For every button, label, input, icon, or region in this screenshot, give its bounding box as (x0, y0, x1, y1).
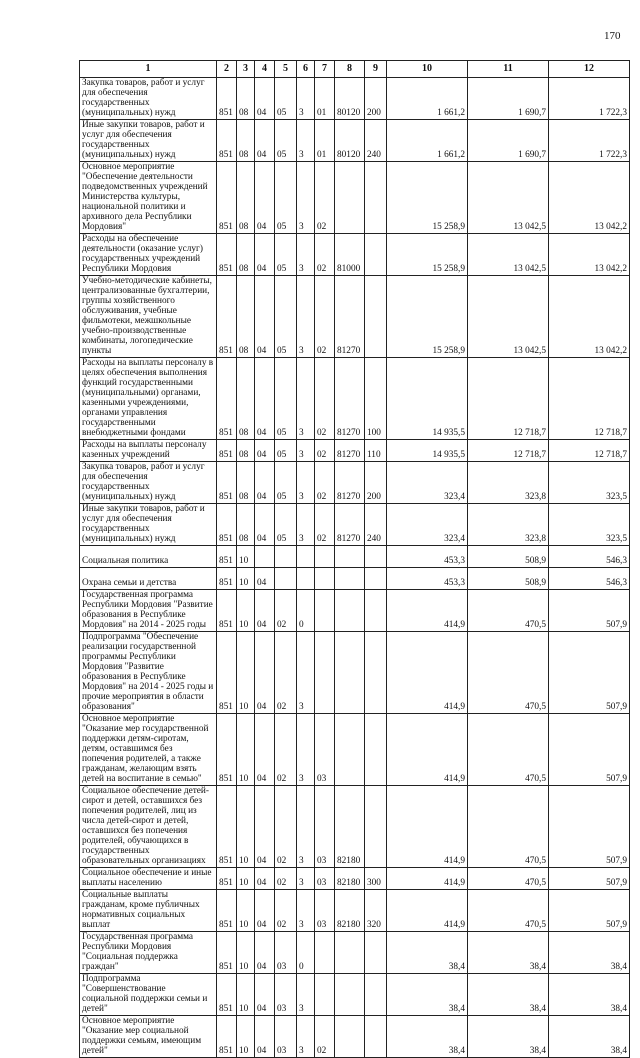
code-cell: 851 (217, 714, 237, 786)
amount-cell: 546,3 (549, 546, 630, 568)
table-row (80, 714, 630, 786)
code-cell: 02 (315, 462, 335, 504)
code-cell: 82180 (335, 786, 365, 868)
table-row (80, 868, 630, 890)
code-cell: 04 (255, 590, 275, 632)
column-header: 12 (549, 61, 630, 78)
row-label: Государственная программа Республики Мордовия "Развитие образования в Республике Мордовия" на 2014 - 2025 годы (80, 590, 217, 632)
code-cell: 851 (217, 504, 237, 546)
code-cell: 81270 (335, 358, 365, 440)
amount-cell: 323,5 (549, 504, 630, 546)
code-cell: 81270 (335, 440, 365, 462)
code-cell: 04 (255, 358, 275, 440)
code-cell (255, 546, 275, 568)
code-cell (315, 632, 335, 714)
row-label: Государственная программа Республики Мордовия "Социальная поддержка граждан" (80, 932, 217, 974)
amount-cell: 13 042,5 (468, 234, 549, 276)
amount-cell: 38,4 (549, 932, 630, 974)
code-cell: 02 (315, 162, 335, 234)
amount-cell: 15 258,9 (387, 234, 468, 276)
amount-cell: 507,9 (549, 868, 630, 890)
code-cell: 03 (315, 786, 335, 868)
code-cell: 08 (237, 440, 255, 462)
code-cell: 80120 (335, 78, 365, 120)
table-row (80, 162, 630, 234)
code-cell: 08 (237, 276, 255, 358)
code-cell: 10 (237, 632, 255, 714)
amount-cell: 453,3 (387, 568, 468, 590)
code-cell (297, 568, 315, 590)
code-cell: 04 (255, 440, 275, 462)
code-cell: 03 (315, 714, 335, 786)
code-cell (365, 590, 387, 632)
code-cell: 851 (217, 932, 237, 974)
page-number: 170 (604, 30, 621, 42)
code-cell: 04 (255, 504, 275, 546)
code-cell: 05 (275, 78, 297, 120)
code-cell: 05 (275, 358, 297, 440)
code-cell (365, 546, 387, 568)
code-cell: 04 (255, 890, 275, 932)
code-cell: 3 (297, 868, 315, 890)
code-cell: 10 (237, 868, 255, 890)
column-header: 6 (297, 61, 315, 78)
table-body (80, 78, 630, 1058)
code-cell: 04 (255, 234, 275, 276)
code-cell: 81000 (335, 234, 365, 276)
amount-cell: 13 042,5 (468, 276, 549, 358)
code-cell: 3 (297, 974, 315, 1016)
code-cell: 3 (297, 504, 315, 546)
amount-cell: 507,9 (549, 632, 630, 714)
amount-cell: 470,5 (468, 786, 549, 868)
amount-cell: 15 258,9 (387, 276, 468, 358)
row-label: Основное мероприятие "Обеспечение деятельности подведомственных учреждений Министерства культуры, национальной политики и архивного дела Республики Мордовия" (80, 162, 217, 234)
code-cell: 3 (297, 890, 315, 932)
code-cell: 3 (297, 162, 315, 234)
code-cell: 851 (217, 546, 237, 568)
amount-cell: 38,4 (468, 1016, 549, 1058)
amount-cell: 453,3 (387, 546, 468, 568)
table-row (80, 78, 630, 120)
column-header: 7 (315, 61, 335, 78)
amount-cell: 13 042,2 (549, 162, 630, 234)
table-row (80, 590, 630, 632)
code-cell: 851 (217, 162, 237, 234)
code-cell: 01 (315, 120, 335, 162)
row-label: Расходы на выплаты персоналу казенных учреждений (80, 440, 217, 462)
code-cell: 04 (255, 974, 275, 1016)
budget-table (79, 60, 630, 1058)
amount-cell: 470,5 (468, 590, 549, 632)
row-label: Иные закупки товаров, работ и услуг для обеспечения государственных (муниципальных) нужд (80, 504, 217, 546)
column-header: 1 (80, 61, 217, 78)
amount-cell: 414,9 (387, 868, 468, 890)
column-header: 2 (217, 61, 237, 78)
code-cell (315, 546, 335, 568)
code-cell: 851 (217, 568, 237, 590)
amount-cell: 323,8 (468, 462, 549, 504)
code-cell: 05 (275, 162, 297, 234)
column-header: 5 (275, 61, 297, 78)
amount-cell: 1 722,3 (549, 78, 630, 120)
code-cell: 851 (217, 358, 237, 440)
amount-cell: 1 661,2 (387, 120, 468, 162)
code-cell: 10 (237, 714, 255, 786)
table-row (80, 632, 630, 714)
code-cell: 3 (297, 276, 315, 358)
code-cell: 10 (237, 890, 255, 932)
code-cell: 08 (237, 234, 255, 276)
code-cell: 10 (237, 568, 255, 590)
code-cell: 3 (297, 1016, 315, 1058)
code-cell (297, 546, 315, 568)
code-cell: 08 (237, 462, 255, 504)
code-cell: 08 (237, 120, 255, 162)
code-cell: 100 (365, 358, 387, 440)
row-label: Социальные выплаты гражданам, кроме публичных нормативных социальных выплат (80, 890, 217, 932)
code-cell: 3 (297, 120, 315, 162)
code-cell: 04 (255, 276, 275, 358)
code-cell: 851 (217, 440, 237, 462)
code-cell: 04 (255, 568, 275, 590)
code-cell (365, 632, 387, 714)
code-cell: 02 (315, 276, 335, 358)
code-cell (365, 714, 387, 786)
code-cell: 851 (217, 868, 237, 890)
code-cell: 02 (315, 358, 335, 440)
code-cell: 300 (365, 868, 387, 890)
amount-cell: 470,5 (468, 632, 549, 714)
code-cell (315, 568, 335, 590)
code-cell (335, 546, 365, 568)
code-cell: 240 (365, 120, 387, 162)
code-cell: 3 (297, 714, 315, 786)
code-cell: 10 (237, 932, 255, 974)
code-cell: 200 (365, 462, 387, 504)
table-row (80, 358, 630, 440)
row-label: Расходы на выплаты персоналу в целях обеспечения выполнения функций государственными (муниципальными) органами, казенными учреждениями, органами управления государственными внебюджетными фондами (80, 358, 217, 440)
code-cell: 03 (315, 890, 335, 932)
amount-cell: 470,5 (468, 714, 549, 786)
code-cell: 851 (217, 786, 237, 868)
amount-cell: 15 258,9 (387, 162, 468, 234)
code-cell: 08 (237, 162, 255, 234)
code-cell: 04 (255, 1016, 275, 1058)
amount-cell: 13 042,5 (468, 162, 549, 234)
code-cell: 02 (275, 590, 297, 632)
amount-cell: 14 935,5 (387, 358, 468, 440)
amount-cell: 14 935,5 (387, 440, 468, 462)
column-header: 8 (335, 61, 365, 78)
amount-cell: 13 042,2 (549, 276, 630, 358)
code-cell: 05 (275, 276, 297, 358)
code-cell: 10 (237, 974, 255, 1016)
code-cell: 3 (297, 234, 315, 276)
row-label: Охрана семьи и детства (80, 568, 217, 590)
code-cell: 05 (275, 504, 297, 546)
code-cell: 05 (275, 120, 297, 162)
code-cell (335, 932, 365, 974)
code-cell: 08 (237, 78, 255, 120)
amount-cell: 1 722,3 (549, 120, 630, 162)
table-row (80, 546, 630, 568)
table-row (80, 120, 630, 162)
row-label: Учебно-методические кабинеты, централизованные бухгалтерии, группы хозяйственного обслуживания, учебные фильмотеки, межшкольные учебно-производственные комбинаты, логопедические пункты (80, 276, 217, 358)
code-cell (365, 568, 387, 590)
amount-cell: 507,9 (549, 590, 630, 632)
code-cell: 04 (255, 162, 275, 234)
amount-cell: 38,4 (387, 932, 468, 974)
code-cell: 02 (315, 504, 335, 546)
amount-cell: 470,5 (468, 868, 549, 890)
code-cell (315, 590, 335, 632)
amount-cell: 414,9 (387, 590, 468, 632)
table-row (80, 890, 630, 932)
code-cell (365, 276, 387, 358)
code-cell (365, 1016, 387, 1058)
table-row (80, 1016, 630, 1058)
code-cell (365, 234, 387, 276)
table-row (80, 932, 630, 974)
code-cell: 01 (315, 78, 335, 120)
code-cell: 851 (217, 632, 237, 714)
amount-cell: 414,9 (387, 786, 468, 868)
code-cell: 3 (297, 632, 315, 714)
column-header: 11 (468, 61, 549, 78)
code-cell: 05 (275, 462, 297, 504)
row-label: Подпрограмма "Обеспечение реализации государственной программы Республики Мордовия "Развитие образования в Республике Мордовия" на 2014 - 2025 годы и прочие мероприятия в области образования" (80, 632, 217, 714)
row-label: Закупка товаров, работ и услуг для обеспечения государственных (муниципальных) нужд (80, 78, 217, 120)
code-cell: 03 (275, 974, 297, 1016)
code-cell: 08 (237, 504, 255, 546)
code-cell: 03 (275, 932, 297, 974)
code-cell: 02 (315, 234, 335, 276)
code-cell: 05 (275, 234, 297, 276)
column-header: 3 (237, 61, 255, 78)
table-row (80, 974, 630, 1016)
code-cell: 10 (237, 786, 255, 868)
code-cell: 04 (255, 120, 275, 162)
code-cell: 04 (255, 714, 275, 786)
table-row (80, 440, 630, 462)
code-cell: 3 (297, 440, 315, 462)
code-cell: 3 (297, 358, 315, 440)
code-cell: 02 (275, 632, 297, 714)
code-cell: 03 (275, 1016, 297, 1058)
code-cell: 10 (237, 546, 255, 568)
code-cell (335, 632, 365, 714)
code-cell: 81270 (335, 462, 365, 504)
code-cell: 3 (297, 786, 315, 868)
table-row (80, 234, 630, 276)
row-label: Социальная политика (80, 546, 217, 568)
code-cell (335, 974, 365, 1016)
column-header: 9 (365, 61, 387, 78)
code-cell: 851 (217, 234, 237, 276)
code-cell (335, 162, 365, 234)
header-row (80, 61, 630, 78)
code-cell (315, 974, 335, 1016)
column-header: 10 (387, 61, 468, 78)
code-cell: 08 (237, 358, 255, 440)
row-label: Закупка товаров, работ и услуг для обеспечения государственных (муниципальных) нужд (80, 462, 217, 504)
row-label: Социальное обеспечение детей-сирот и детей, оставшихся без попечения родителей, лиц из числа детей-сирот и детей, оставшихся без попечения родителей, обучающихся в государственных образовательных организациях (80, 786, 217, 868)
row-label: Иные закупки товаров, работ и услуг для обеспечения государственных (муниципальных) нужд (80, 120, 217, 162)
amount-cell: 323,5 (549, 462, 630, 504)
amount-cell: 12 718,7 (549, 440, 630, 462)
code-cell: 02 (315, 440, 335, 462)
code-cell: 04 (255, 868, 275, 890)
table-row (80, 462, 630, 504)
code-cell: 05 (275, 440, 297, 462)
code-cell: 81270 (335, 504, 365, 546)
amount-cell: 38,4 (387, 974, 468, 1016)
amount-cell: 38,4 (387, 1016, 468, 1058)
amount-cell: 470,5 (468, 890, 549, 932)
code-cell (315, 932, 335, 974)
code-cell: 110 (365, 440, 387, 462)
code-cell: 851 (217, 974, 237, 1016)
code-cell: 02 (275, 868, 297, 890)
amount-cell: 323,8 (468, 504, 549, 546)
amount-cell: 323,4 (387, 462, 468, 504)
code-cell: 851 (217, 78, 237, 120)
amount-cell: 1 661,2 (387, 78, 468, 120)
amount-cell: 508,9 (468, 568, 549, 590)
code-cell (365, 162, 387, 234)
code-cell (365, 932, 387, 974)
code-cell (365, 786, 387, 868)
code-cell: 320 (365, 890, 387, 932)
amount-cell: 507,9 (549, 714, 630, 786)
code-cell: 02 (275, 786, 297, 868)
code-cell: 851 (217, 120, 237, 162)
code-cell (365, 974, 387, 1016)
amount-cell: 1 690,7 (468, 120, 549, 162)
table-row (80, 504, 630, 546)
code-cell: 851 (217, 276, 237, 358)
row-label: Основное мероприятие "Оказание мер социальной поддержки семьям, имеющим детей" (80, 1016, 217, 1058)
amount-cell: 38,4 (468, 974, 549, 1016)
code-cell (335, 568, 365, 590)
code-cell: 02 (275, 714, 297, 786)
code-cell: 82180 (335, 890, 365, 932)
code-cell: 0 (297, 932, 315, 974)
code-cell: 04 (255, 632, 275, 714)
code-cell (275, 546, 297, 568)
code-cell: 851 (217, 462, 237, 504)
amount-cell: 546,3 (549, 568, 630, 590)
amount-cell: 13 042,2 (549, 234, 630, 276)
code-cell: 3 (297, 462, 315, 504)
code-cell: 04 (255, 932, 275, 974)
amount-cell: 12 718,7 (468, 358, 549, 440)
row-label: Социальное обеспечение и иные выплаты населению (80, 868, 217, 890)
code-cell (335, 590, 365, 632)
amount-cell: 414,9 (387, 714, 468, 786)
amount-cell: 507,9 (549, 786, 630, 868)
code-cell (335, 714, 365, 786)
code-cell: 240 (365, 504, 387, 546)
amount-cell: 38,4 (468, 932, 549, 974)
amount-cell: 507,9 (549, 890, 630, 932)
code-cell (335, 1016, 365, 1058)
code-cell: 851 (217, 590, 237, 632)
amount-cell: 414,9 (387, 890, 468, 932)
column-header: 4 (255, 61, 275, 78)
amount-cell: 12 718,7 (549, 358, 630, 440)
code-cell: 81270 (335, 276, 365, 358)
code-cell: 851 (217, 1016, 237, 1058)
code-cell: 10 (237, 1016, 255, 1058)
row-label: Подпрограмма "Совершенствование социальной поддержки семьи и детей" (80, 974, 217, 1016)
row-label: Расходы на обеспечение деятельности (оказание услуг) государственных учреждений Республики Мордовия (80, 234, 217, 276)
row-label: Основное мероприятие "Оказание мер государственной поддержки детям-сиротам, детям, оставшимся без попечения родителей, а также гражданам, желающим взять детей на воспитание в семью" (80, 714, 217, 786)
code-cell: 80120 (335, 120, 365, 162)
amount-cell: 38,4 (549, 974, 630, 1016)
table-row (80, 786, 630, 868)
code-cell: 02 (315, 1016, 335, 1058)
code-cell: 851 (217, 890, 237, 932)
code-cell: 82180 (335, 868, 365, 890)
code-cell: 04 (255, 78, 275, 120)
code-cell: 03 (315, 868, 335, 890)
amount-cell: 414,9 (387, 632, 468, 714)
code-cell (275, 568, 297, 590)
amount-cell: 323,4 (387, 504, 468, 546)
code-cell: 10 (237, 590, 255, 632)
code-cell: 200 (365, 78, 387, 120)
amount-cell: 508,9 (468, 546, 549, 568)
code-cell: 3 (297, 78, 315, 120)
code-cell: 04 (255, 462, 275, 504)
amount-cell: 12 718,7 (468, 440, 549, 462)
table-row (80, 568, 630, 590)
amount-cell: 1 690,7 (468, 78, 549, 120)
amount-cell: 38,4 (549, 1016, 630, 1058)
code-cell: 02 (275, 890, 297, 932)
code-cell: 04 (255, 786, 275, 868)
code-cell: 0 (297, 590, 315, 632)
table-row (80, 276, 630, 358)
